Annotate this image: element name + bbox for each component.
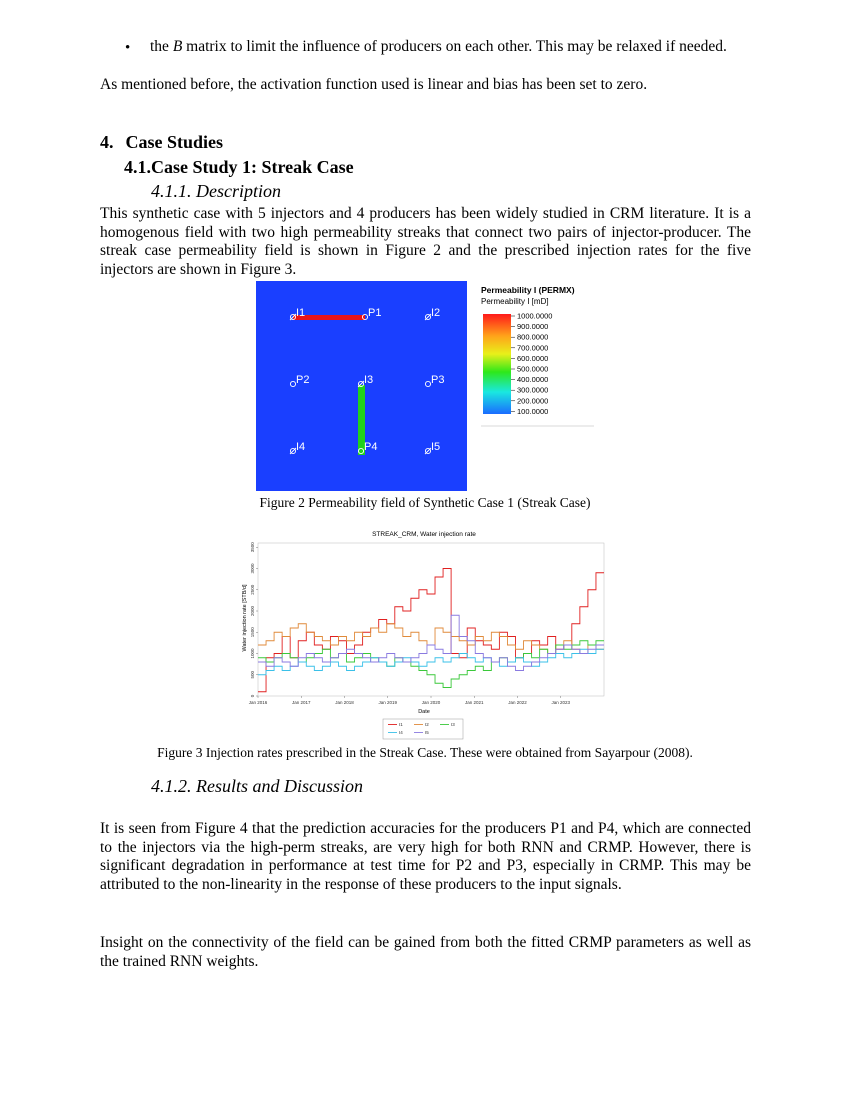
x-tick-label: Jan 2016: [248, 700, 268, 705]
well-label-p4: P4: [364, 441, 378, 453]
legend-subtitle: Permeability I [mD]: [481, 297, 549, 306]
y-tick-label: 2500: [250, 584, 255, 595]
well-label-p1: P1: [368, 307, 382, 319]
legend-label-i1: I1: [399, 722, 403, 727]
y-tick-label: 3000: [250, 563, 255, 574]
figure2-caption: Figure 2 Permeability field of Synthetic Case 1 (Streak Case): [259, 495, 591, 510]
legend-tick-label: 900.0000: [517, 322, 549, 332]
legend-tick-label: 100.0000: [517, 406, 549, 416]
bullet-var: B: [172, 38, 183, 55]
well-label-p2: P2: [296, 374, 310, 386]
well-label-i4: I4: [296, 441, 306, 453]
permeability-field-figure: [256, 281, 596, 491]
legend-label-i4: I4: [399, 730, 403, 735]
well-label-i1: I1: [296, 307, 306, 319]
legend-label-i2: I2: [425, 722, 429, 727]
x-tick-label: Jan 2023: [551, 700, 571, 705]
y-tick-label: 3500: [250, 542, 255, 553]
chart-title: STREAK_CRM, Water injection rate: [372, 531, 476, 538]
bullet-marker: •: [125, 40, 131, 56]
y-tick-label: 1500: [250, 627, 255, 638]
x-tick-label: Jan 2021: [464, 700, 484, 705]
legend-tick-label: 700.0000: [517, 343, 549, 353]
x-tick-label: Jan 2018: [335, 700, 354, 705]
section-title: Case Studies: [125, 132, 224, 152]
chart-ylabel: Water injection rate [STB/d]: [242, 584, 248, 652]
x-tick-label: Jan 2019: [378, 700, 398, 705]
chart-plot-area: [258, 543, 604, 696]
figure3-caption: Figure 3 Injection rates prescribed in the Streak Case. These were obtained from Sayarpour (2008).: [157, 745, 693, 760]
legend-tick-label: 1000.0000: [517, 311, 553, 321]
well-label-i2: I2: [431, 307, 441, 319]
chart-xlabel: Date: [418, 709, 430, 715]
description-paragraph: This synthetic case with 5 injectors and 4 producers has been widely studied in CRM literature. It is a homogenous field with two high permeability streaks that connect two pairs of injector-producer. The streak case permeability field is shown in Figure 2 and the prescribed injection rates for the five injectors are shown in Figure 3.: [100, 205, 751, 278]
results-paragraph-1: It is seen from Figure 4 that the prediction accuracies for the producers P1 and P4, which are connected to the injectors via the high-perm streaks, are very high for both RNN and CRMP. However, there is significant degradation in performance at test time for P2 and P3, especially in CRMP. This may be attributed to the non-linearity in the response of these producers to the input signals.: [100, 820, 751, 893]
legend-tick-label: 300.0000: [517, 385, 549, 395]
y-tick-label: 2000: [250, 605, 255, 617]
legend-tick-label: 800.0000: [517, 332, 549, 342]
section-number: 4.: [100, 132, 114, 152]
legend-tick-label: 400.0000: [517, 375, 549, 385]
injection-rate-chart: [238, 523, 610, 741]
subsection-heading: 4.1.Case Study 1: Streak Case: [124, 157, 354, 177]
legend-tick-label: 600.0000: [517, 353, 549, 363]
intro-paragraph: As mentioned before, the activation function used is linear and bias has been set to zero.: [100, 76, 648, 93]
y-tick-label: 1000: [250, 648, 255, 659]
legend-title: Permeability I (PERMX): [481, 285, 575, 295]
well-label-p3: P3: [431, 374, 445, 386]
legend-label-i5: I5: [425, 730, 429, 735]
x-tick-label: Jan 2017: [291, 700, 311, 705]
x-tick-label: Jan 2020: [421, 700, 441, 705]
y-tick-label: 0: [250, 694, 255, 698]
well-label-i3: I3: [364, 374, 374, 386]
x-tick-label: Jan 2022: [508, 700, 527, 705]
legend-tick-label: 500.0000: [517, 364, 549, 374]
subsubsection-description: 4.1.1. Description: [151, 181, 281, 201]
bullet-text-after: matrix to limit the influence of producers on each other. This may be relaxed if needed.: [182, 38, 727, 55]
legend-colorbar: [483, 314, 511, 414]
bullet-text-before: the: [150, 38, 173, 55]
bullet-text: [150, 38, 751, 57]
legend-label-i3: I3: [451, 722, 455, 727]
results-paragraph-2: Insight on the connectivity of the field can be gained from both the fitted CRMP parameters as well as the trained RNN weights.: [100, 934, 751, 970]
legend-tick-label: 200.0000: [517, 396, 549, 406]
section-heading: [100, 132, 223, 153]
subsubsection-results: 4.1.2. Results and Discussion: [151, 776, 364, 796]
y-tick-label: 500: [250, 670, 255, 679]
well-label-i5: I5: [431, 441, 441, 453]
